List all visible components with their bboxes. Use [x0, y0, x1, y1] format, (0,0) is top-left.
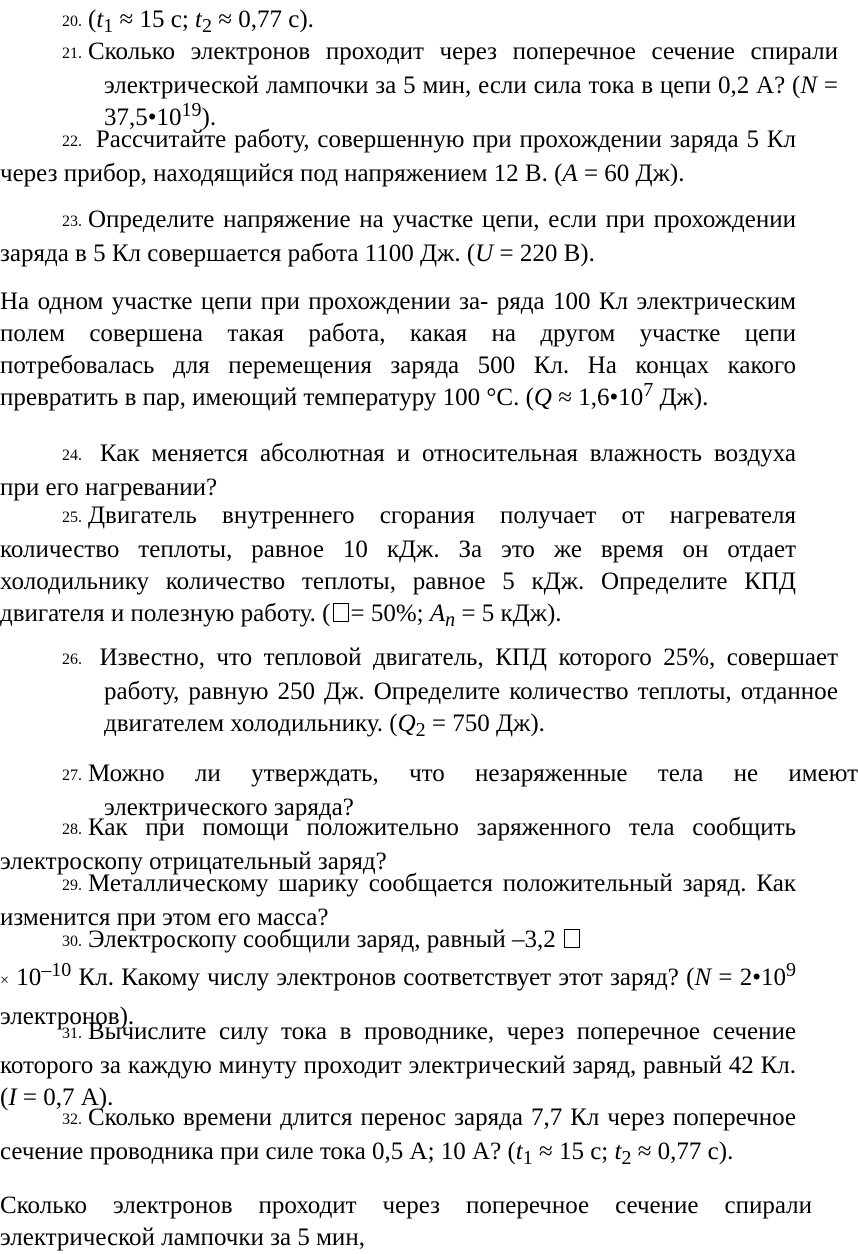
item-number: 22.	[62, 133, 82, 150]
item-24: 24. Как меняется абсолютная и относительная влажность воздуха при его нагревании?	[0, 440, 796, 501]
item-number: 27.	[62, 767, 82, 784]
item-20: 20. ($t_1 \approx 15$ с; $t_2 \approx 0,77$ с).	[62, 6, 314, 37]
missing-glyph-box	[564, 929, 580, 948]
item-29: 29. Металлическому шарику сообщается положительный заряд. Как изменится при этом его масса?	[0, 870, 796, 931]
item-32: 32. Сколько времени длится перенос заряда 7,7 Кл через поперечное сечение проводника при силе тока 0,5 А; 10 А? ($t_1 \approx 15$ с; $t_2 \approx 0,77$ с).	[0, 1104, 796, 1169]
free-problem-1: На одном участке цепи при прохождении за- ряда 100 Кл электрическим полем совершена такая работа, какая на другом участке цепи потребовалась для перемещения заряда 500 Кл. На концах какого превратить в пар, имеющий температуру 100 °С. ($Q \approx 1,6•10^7$ Дж).	[0, 288, 796, 411]
item-31: 31. Вычислите силу тока в проводнике, через поперечное сечение которого за каждую минуту проходит электрический заряд, равный 42 Кл. (I = 0,7 А).	[0, 1018, 796, 1111]
item-number: 26.	[62, 651, 82, 668]
item-25: 25. Двигатель внутреннего сгорания получает от нагревателя количество теплоты, равное 10 кДж. За это же время он отдает холодильнику количество теплоты, равное 5 кДж. Определите КПД двигателя и полезную работу. ( = 50%; $A_п = 5$ кДж).	[0, 502, 796, 631]
item-number: 30.	[62, 933, 82, 950]
item-number: 21.	[62, 45, 82, 62]
item-number: 25.	[62, 509, 82, 526]
missing-glyph-box	[333, 603, 349, 622]
item-27: 27. Можно ли утверждать, что незаряженные тела не имеют электрического заряда?	[62, 760, 858, 821]
item-number: 28.	[62, 821, 82, 838]
item-number: 32.	[62, 1111, 82, 1128]
item-number: 31.	[62, 1025, 82, 1042]
item-28: 28. Как при помощи положительно заряженного тела сообщить электроскопу отрицательный заряд?	[0, 814, 796, 875]
item-number: 20.	[62, 13, 82, 30]
item-30: 30. Электроскопу сообщили заряд, равный –3,2 × $10^{-10}$ Кл. Какому числу электронов соответствует этот заряд? ($N = 2•10^9$ электронов).	[0, 926, 796, 1030]
item-21: 21. Сколько электронов проходит через поперечное сечение спирали электрической лампочки за 5 мин, если сила тока в цепи 0,2 А? $(N = 37,5•10^{19})$.	[62, 38, 838, 131]
free-problem-2: Сколько электронов проходит через поперечное сечение спирали электрической лампочки за 5 мин,	[0, 1192, 812, 1251]
item-number: 24.	[62, 447, 82, 464]
item-23: 23. Определите напряжение на участке цепи, если при прохождении заряда в 5 Кл совершается работа 1100 Дж. (U = 220 В).	[0, 206, 796, 267]
item-number: 23.	[62, 213, 82, 230]
item-22: 22. Рассчитайте работу, совершенную при прохождении заряда 5 Кл через прибор, находящийся под напряжением 12 В. (A = 60 Дж).	[0, 126, 796, 187]
item-26: 26. Известно, что тепловой двигатель, КПД которого 25%, совершает работу, равную 250 Дж. Определите количество теплоты, отданное двигателем холодильнику. ($Q_2 = 750$ Дж).	[62, 644, 838, 741]
item-number: 29.	[62, 877, 82, 894]
